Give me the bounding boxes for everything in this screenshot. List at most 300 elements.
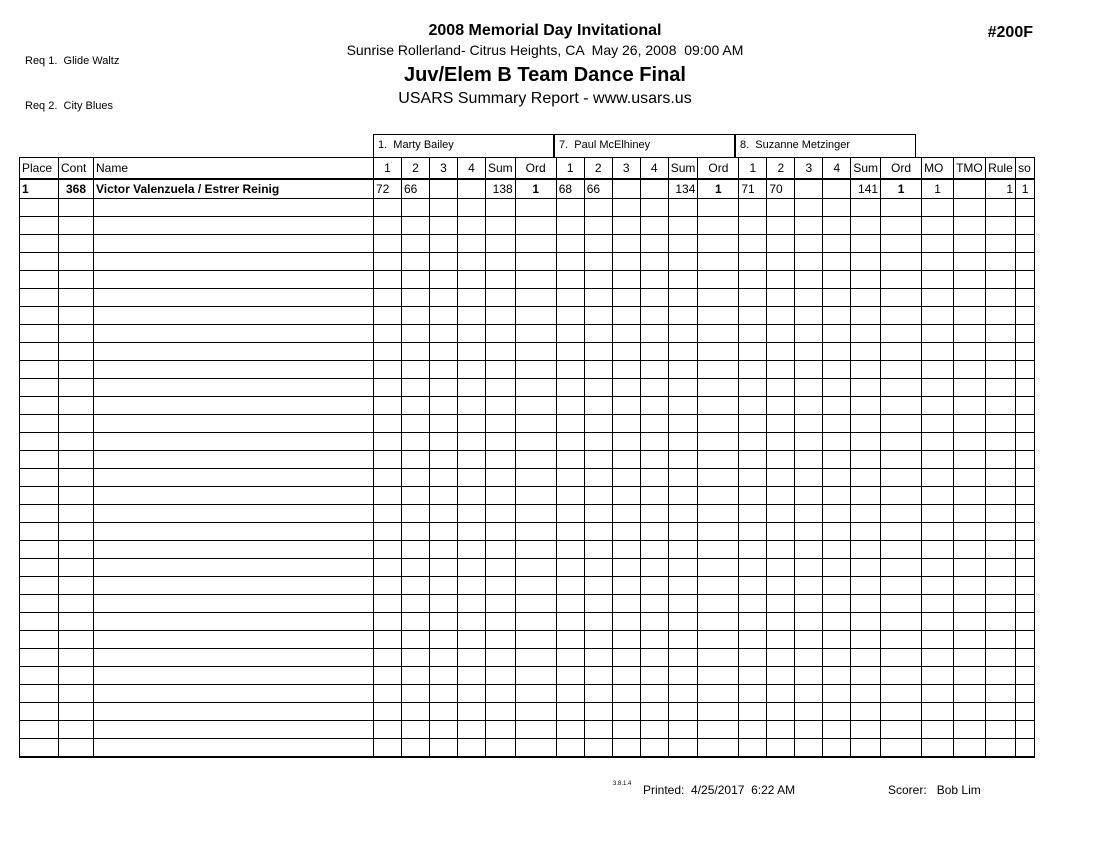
empty-cell (430, 667, 458, 685)
empty-cell (458, 217, 486, 235)
empty-cell (556, 649, 584, 667)
empty-cell (795, 289, 823, 307)
empty-cell (795, 685, 823, 703)
empty-cell (881, 667, 922, 685)
empty-cell (20, 613, 59, 631)
empty-cell (739, 523, 767, 541)
empty-cell (486, 667, 516, 685)
empty-cell (584, 289, 612, 307)
empty-cell (851, 235, 881, 253)
empty-cell (486, 343, 516, 361)
empty-cell (881, 577, 922, 595)
empty-cell (94, 361, 374, 379)
empty-cell (612, 217, 640, 235)
empty-cell (486, 397, 516, 415)
empty-cell (922, 685, 954, 703)
empty-cell (954, 325, 986, 343)
empty-cell (881, 631, 922, 649)
tmo-cell (954, 179, 986, 199)
empty-cell (374, 325, 402, 343)
empty-cell (668, 325, 698, 343)
judge3-col-header-2: 2 (767, 158, 795, 179)
empty-cell (954, 271, 986, 289)
empty-cell (59, 505, 94, 523)
empty-cell (881, 343, 922, 361)
empty-cell (640, 505, 668, 523)
empty-cell (739, 613, 767, 631)
empty-cell (668, 271, 698, 289)
empty-cell (458, 289, 486, 307)
empty-cell (458, 523, 486, 541)
empty-cell (584, 343, 612, 361)
empty-cell (986, 541, 1016, 559)
empty-cell (640, 397, 668, 415)
empty-cell (851, 451, 881, 469)
empty-cell (823, 577, 851, 595)
empty-cell (515, 685, 556, 703)
empty-cell (612, 307, 640, 325)
empty-cell (698, 703, 739, 721)
empty-cell (458, 595, 486, 613)
empty-cell (954, 415, 986, 433)
empty-cell (640, 289, 668, 307)
empty-cell (94, 649, 374, 667)
empty-cell (795, 487, 823, 505)
empty-cell (402, 415, 430, 433)
empty-cell (94, 631, 374, 649)
empty-cell (954, 343, 986, 361)
empty-cell (458, 415, 486, 433)
empty-cell (795, 721, 823, 739)
empty-cell (59, 559, 94, 577)
empty-cell (1016, 289, 1035, 307)
empty-cell (881, 199, 922, 217)
empty-cell (922, 289, 954, 307)
empty-cell (556, 703, 584, 721)
empty-cell (94, 325, 374, 343)
empty-cell (698, 253, 739, 271)
empty-cell (767, 505, 795, 523)
empty-cell (954, 433, 986, 451)
empty-cell (881, 613, 922, 631)
name-cell: Victor Valenzuela / Estrer Reinig (94, 179, 374, 199)
empty-cell (739, 487, 767, 505)
empty-cell (556, 631, 584, 649)
empty-cell (767, 433, 795, 451)
empty-cell (922, 415, 954, 433)
empty-cell (556, 613, 584, 631)
empty-cell (402, 577, 430, 595)
req-1-line: Req 1. Glide Waltz (25, 55, 120, 67)
empty-cell (94, 199, 374, 217)
empty-cell (59, 667, 94, 685)
empty-cell (986, 235, 1016, 253)
empty-cell (640, 523, 668, 541)
empty-cell (851, 541, 881, 559)
empty-cell (881, 415, 922, 433)
empty-cell (823, 613, 851, 631)
empty-cell (59, 397, 94, 415)
empty-cell (402, 397, 430, 415)
empty-cell (767, 631, 795, 649)
empty-cell (767, 253, 795, 271)
empty-cell (584, 199, 612, 217)
empty-cell (556, 433, 584, 451)
empty-cell (374, 199, 402, 217)
empty-cell (402, 235, 430, 253)
empty-cell (795, 433, 823, 451)
empty-cell (640, 541, 668, 559)
empty-cell (881, 595, 922, 613)
empty-cell (698, 487, 739, 505)
empty-cell (986, 703, 1016, 721)
judge3-col-header-3: 3 (795, 158, 823, 179)
empty-cell (402, 703, 430, 721)
empty-cell (20, 361, 59, 379)
empty-cell (823, 595, 851, 613)
empty-cell (556, 721, 584, 739)
rule-cell: 1 (986, 179, 1016, 199)
empty-cell (823, 523, 851, 541)
empty-cell (59, 379, 94, 397)
empty-cell (767, 343, 795, 361)
empty-cell (698, 541, 739, 559)
empty-cell (739, 649, 767, 667)
empty-cell (881, 325, 922, 343)
empty-cell (668, 289, 698, 307)
empty-cell (795, 505, 823, 523)
empty-cell (954, 577, 986, 595)
empty-cell (486, 523, 516, 541)
empty-cell (922, 253, 954, 271)
empty-cell (767, 703, 795, 721)
empty-cell (668, 523, 698, 541)
empty-cell (515, 253, 556, 271)
empty-cell (402, 523, 430, 541)
empty-cell (851, 325, 881, 343)
empty-cell (668, 541, 698, 559)
judge-1-name-box: 1. Marty Bailey (373, 134, 554, 158)
col-header-rule: Rule (986, 158, 1016, 179)
judge1-col-header-1: 1 (374, 158, 402, 179)
judge3-col-header-1: 1 (739, 158, 767, 179)
empty-cell (851, 397, 881, 415)
empty-cell (94, 685, 374, 703)
empty-cell (954, 451, 986, 469)
empty-cell (640, 595, 668, 613)
empty-cell (922, 397, 954, 415)
empty-cell (402, 595, 430, 613)
empty-cell (851, 505, 881, 523)
empty-cell (922, 595, 954, 613)
empty-cell (20, 721, 59, 739)
judge1-score4-cell (458, 179, 486, 199)
empty-cell (640, 325, 668, 343)
empty-cell (20, 631, 59, 649)
empty-cell (430, 325, 458, 343)
empty-cell (94, 613, 374, 631)
empty-cell (698, 451, 739, 469)
empty-cell (486, 685, 516, 703)
empty-cell (402, 433, 430, 451)
empty-cell (515, 577, 556, 595)
empty-cell (795, 469, 823, 487)
empty-cell (430, 217, 458, 235)
empty-cell (612, 721, 640, 739)
empty-cell (795, 343, 823, 361)
empty-cell (986, 523, 1016, 541)
empty-cell (1016, 721, 1035, 739)
empty-cell (458, 379, 486, 397)
empty-cell (640, 307, 668, 325)
empty-cell (94, 289, 374, 307)
empty-cell (94, 739, 374, 757)
empty-cell (20, 289, 59, 307)
printed-line (643, 783, 795, 797)
empty-cell (59, 451, 94, 469)
judge3-sum-cell: 141 (851, 179, 881, 199)
empty-cell (795, 631, 823, 649)
empty-cell (374, 415, 402, 433)
empty-cell (851, 253, 881, 271)
judge1-score1-cell: 72 (374, 179, 402, 199)
scorer-label: Scorer: (888, 783, 927, 797)
empty-cell (515, 487, 556, 505)
empty-cell (515, 505, 556, 523)
empty-cell (402, 667, 430, 685)
empty-cell (515, 433, 556, 451)
empty-cell (795, 613, 823, 631)
empty-cell (954, 739, 986, 757)
so-cell: 1 (1016, 179, 1035, 199)
empty-cell (668, 217, 698, 235)
empty-cell (851, 217, 881, 235)
empty-cell (795, 325, 823, 343)
empty-cell (612, 631, 640, 649)
empty-cell (823, 649, 851, 667)
empty-cell (739, 379, 767, 397)
empty-cell (515, 667, 556, 685)
empty-cell (486, 559, 516, 577)
judge1-ord-cell: 1 (515, 179, 556, 199)
empty-cell (458, 433, 486, 451)
judge-3-name-box: 8. Suzanne Metzinger (735, 134, 916, 158)
empty-cell (668, 397, 698, 415)
empty-cell (402, 271, 430, 289)
empty-cell (668, 415, 698, 433)
empty-cell (556, 487, 584, 505)
empty-cell (59, 217, 94, 235)
empty-cell (94, 487, 374, 505)
judge1-col-header-2: 2 (402, 158, 430, 179)
empty-cell (94, 469, 374, 487)
empty-cell (584, 307, 612, 325)
venue-date-line: Sunrise Rollerland- Citrus Heights, CA May 26, 2008 09:00 AM (346, 42, 744, 58)
empty-cell (739, 667, 767, 685)
empty-cell (584, 523, 612, 541)
empty-cell (922, 343, 954, 361)
empty-cell (986, 451, 1016, 469)
empty-cell (739, 505, 767, 523)
empty-cell (954, 541, 986, 559)
empty-cell (823, 685, 851, 703)
col-header-place: Place (20, 158, 59, 179)
empty-cell (430, 253, 458, 271)
empty-cell (795, 217, 823, 235)
empty-cell (640, 577, 668, 595)
empty-cell (668, 433, 698, 451)
empty-cell (59, 487, 94, 505)
empty-cell (881, 235, 922, 253)
judge2-sum-cell: 134 (668, 179, 698, 199)
empty-cell (1016, 415, 1035, 433)
empty-cell (556, 667, 584, 685)
empty-cell (922, 613, 954, 631)
judge3-col-header-ord: Ord (881, 158, 922, 179)
empty-cell (922, 703, 954, 721)
empty-cell (94, 253, 374, 271)
empty-cell (584, 361, 612, 379)
empty-cell (767, 721, 795, 739)
empty-cell (922, 649, 954, 667)
empty-cell (20, 595, 59, 613)
empty-cell (698, 667, 739, 685)
empty-cell (20, 433, 59, 451)
empty-cell (767, 379, 795, 397)
empty-cell (640, 721, 668, 739)
empty-cell (739, 289, 767, 307)
empty-cell (851, 469, 881, 487)
empty-cell (668, 253, 698, 271)
empty-cell (668, 487, 698, 505)
empty-cell (640, 559, 668, 577)
empty-cell (584, 325, 612, 343)
empty-cell (986, 199, 1016, 217)
empty-cell (584, 379, 612, 397)
judge1-score2-cell: 66 (402, 179, 430, 199)
event-title: Juv/Elem B Team Dance Final (404, 64, 686, 86)
judge1-col-header-3: 3 (430, 158, 458, 179)
empty-cell (1016, 595, 1035, 613)
empty-cell (20, 415, 59, 433)
empty-cell (986, 487, 1016, 505)
empty-cell (698, 685, 739, 703)
empty-cell (698, 631, 739, 649)
empty-cell (20, 649, 59, 667)
empty-cell (767, 289, 795, 307)
empty-cell (612, 253, 640, 271)
empty-cell (881, 703, 922, 721)
empty-cell (430, 289, 458, 307)
empty-cell (986, 721, 1016, 739)
empty-cell (922, 217, 954, 235)
empty-cell (515, 235, 556, 253)
scorer-line (888, 783, 981, 797)
empty-cell (851, 487, 881, 505)
empty-cell (584, 469, 612, 487)
empty-cell (20, 703, 59, 721)
empty-cell (767, 541, 795, 559)
empty-cell (430, 685, 458, 703)
empty-cell (486, 703, 516, 721)
empty-cell (698, 613, 739, 631)
empty-cell (584, 415, 612, 433)
empty-cell (612, 415, 640, 433)
empty-cell (823, 397, 851, 415)
empty-cell (612, 469, 640, 487)
empty-cell (640, 253, 668, 271)
empty-cell (584, 433, 612, 451)
empty-cell (795, 235, 823, 253)
empty-cell (668, 739, 698, 757)
empty-cell (59, 523, 94, 541)
empty-cell (698, 721, 739, 739)
empty-cell (986, 361, 1016, 379)
empty-cell (515, 631, 556, 649)
empty-cell (795, 559, 823, 577)
empty-cell (556, 415, 584, 433)
empty-cell (584, 541, 612, 559)
empty-cell (59, 685, 94, 703)
empty-cell (851, 649, 881, 667)
empty-cell (1016, 397, 1035, 415)
empty-cell (851, 343, 881, 361)
empty-cell (94, 451, 374, 469)
empty-cell (515, 541, 556, 559)
empty-cell (458, 397, 486, 415)
empty-cell (59, 199, 94, 217)
empty-cell (954, 703, 986, 721)
empty-cell (698, 271, 739, 289)
empty-cell (458, 235, 486, 253)
empty-cell (515, 703, 556, 721)
empty-cell (402, 469, 430, 487)
empty-cell (986, 595, 1016, 613)
empty-cell (1016, 649, 1035, 667)
empty-cell (986, 667, 1016, 685)
empty-cell (881, 541, 922, 559)
empty-cell (640, 235, 668, 253)
empty-cell (668, 595, 698, 613)
judge3-col-header-4: 4 (823, 158, 851, 179)
empty-cell (767, 451, 795, 469)
empty-cell (881, 379, 922, 397)
empty-cell (59, 325, 94, 343)
empty-cell (881, 361, 922, 379)
empty-cell (556, 379, 584, 397)
empty-cell (556, 253, 584, 271)
empty-cell (823, 559, 851, 577)
empty-cell (668, 649, 698, 667)
empty-cell (374, 559, 402, 577)
empty-cell (698, 361, 739, 379)
empty-cell (640, 271, 668, 289)
printed-value: 4/25/2017 6:22 AM (691, 783, 796, 797)
empty-cell (698, 343, 739, 361)
empty-cell (1016, 235, 1035, 253)
empty-cell (668, 685, 698, 703)
empty-cell (515, 271, 556, 289)
empty-cell (458, 613, 486, 631)
empty-cell (612, 703, 640, 721)
empty-cell (20, 397, 59, 415)
empty-cell (458, 361, 486, 379)
empty-cell (739, 559, 767, 577)
empty-cell (954, 307, 986, 325)
empty-cell (640, 199, 668, 217)
empty-cell (612, 739, 640, 757)
empty-cell (458, 667, 486, 685)
